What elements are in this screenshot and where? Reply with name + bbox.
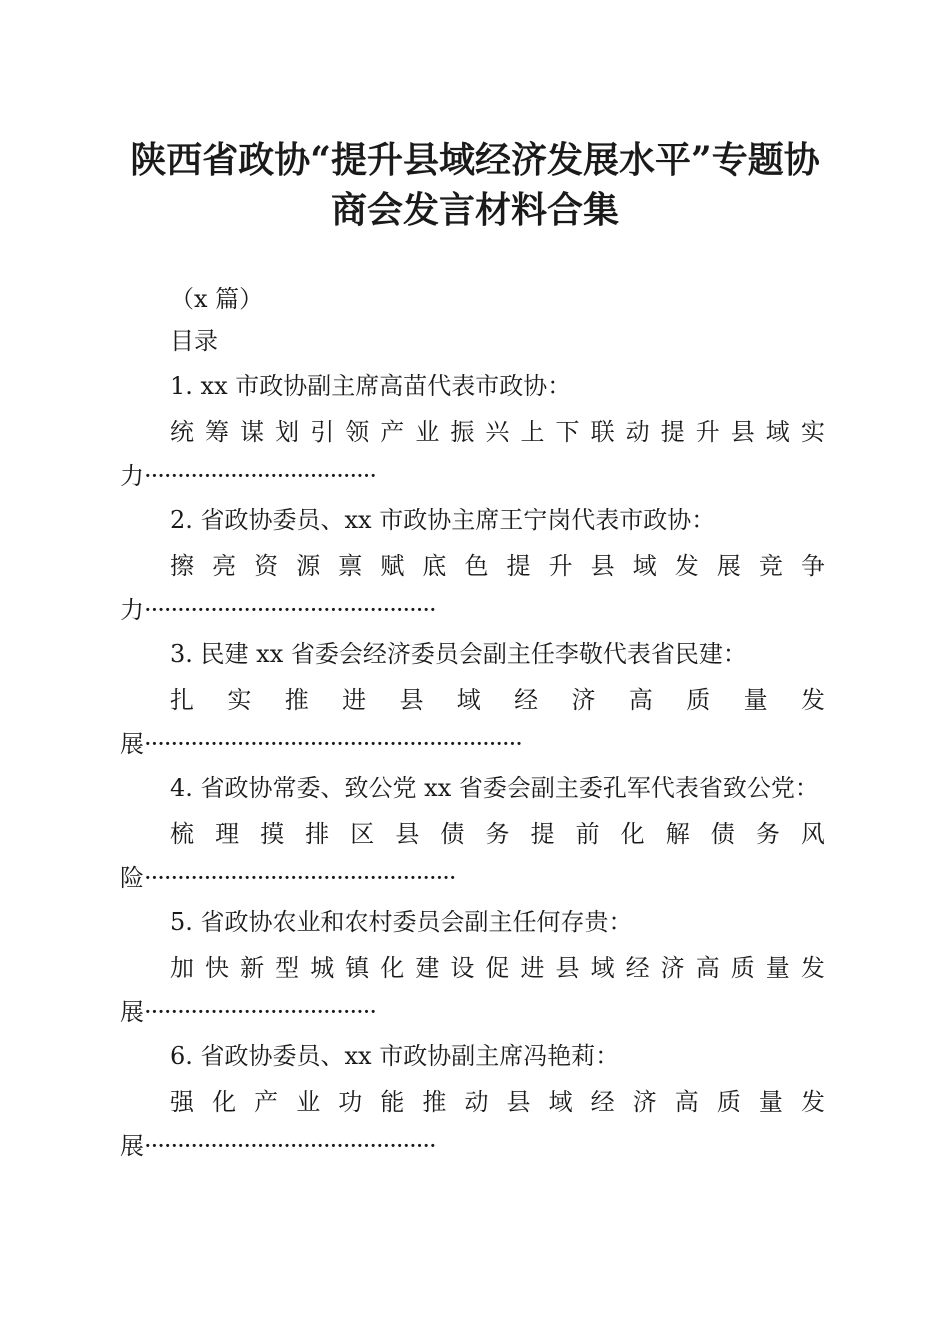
topic-char: 争 xyxy=(800,552,825,580)
topic-char: 质 xyxy=(716,1088,741,1116)
toc-entry-speaker: 1. xx 市政协副主席高苗代表市政协： xyxy=(170,372,572,400)
topic-char: 化 xyxy=(620,820,645,848)
topic-char: 促 xyxy=(485,954,510,982)
topic-char: 上 xyxy=(520,418,545,446)
toc-entry-topic-tail xyxy=(120,996,376,1028)
topic-char: 动 xyxy=(625,418,650,446)
topic-char: 县 xyxy=(395,820,420,848)
toc-entry-topic-line xyxy=(170,818,825,850)
topic-char: 功 xyxy=(338,1088,363,1116)
topic-char: 底 xyxy=(422,552,447,580)
topic-char: 风 xyxy=(800,820,825,848)
topic-char: 化 xyxy=(212,1088,237,1116)
topic-char: 解 xyxy=(665,820,690,848)
topic-char: 领 xyxy=(345,418,370,446)
topic-char: 高 xyxy=(695,954,720,982)
toc-entry-dot-leader: ··································· xyxy=(144,998,377,1026)
topic-char: 引 xyxy=(310,418,335,446)
topic-char: 城 xyxy=(310,954,335,982)
topic-char: 新 xyxy=(240,954,265,982)
topic-char: 务 xyxy=(755,820,780,848)
topic-char: 业 xyxy=(415,418,440,446)
toc-entry-tail-char: 展 xyxy=(120,730,144,758)
topic-char: 域 xyxy=(765,418,790,446)
topic-char: 前 xyxy=(575,820,600,848)
topic-char: 高 xyxy=(674,1088,699,1116)
topic-char: 发 xyxy=(800,1088,825,1116)
topic-char: 谋 xyxy=(240,418,265,446)
topic-char: 源 xyxy=(296,552,321,580)
topic-char: 业 xyxy=(296,1088,321,1116)
toc-entry-speaker: 4. 省政协常委、致公党 xx 省委会副主委孔军代表省致公党： xyxy=(170,774,819,802)
toc-entry-dot-leader: ············································ xyxy=(144,596,436,624)
toc-entry-topic-line xyxy=(170,684,825,716)
topic-char: 提 xyxy=(530,820,555,848)
topic-char: 划 xyxy=(275,418,300,446)
toc-entry-speaker: 3. 民建 xx 省委会经济委员会副主任李敬代表省民建： xyxy=(170,640,747,668)
document-title-line-2: 商会发言材料合集 xyxy=(330,189,619,231)
topic-char: 发 xyxy=(674,552,699,580)
topic-char: 县 xyxy=(399,686,424,714)
topic-char: 动 xyxy=(464,1088,489,1116)
topic-char: 县 xyxy=(555,954,580,982)
topic-char: 能 xyxy=(380,1088,405,1116)
toc-entry-speaker: 5. 省政协农业和农村委员会副主任何存贵： xyxy=(170,908,633,936)
toc-entry-topic-tail xyxy=(120,1130,436,1162)
topic-char: 经 xyxy=(514,686,539,714)
topic-char: 量 xyxy=(758,1088,783,1116)
toc-entry-tail-char: 力 xyxy=(120,462,144,490)
article-count-note: （x 篇） xyxy=(170,285,264,313)
topic-char: 竞 xyxy=(758,552,783,580)
topic-char: 排 xyxy=(305,820,330,848)
topic-char: 务 xyxy=(485,820,510,848)
topic-char: 设 xyxy=(450,954,475,982)
topic-char: 进 xyxy=(520,954,545,982)
toc-entry-tail-char: 展 xyxy=(120,1132,144,1160)
topic-char: 推 xyxy=(422,1088,447,1116)
toc-entry-topic-line xyxy=(170,952,825,984)
topic-char: 实 xyxy=(800,418,825,446)
topic-char: 型 xyxy=(275,954,300,982)
topic-char: 济 xyxy=(660,954,685,982)
topic-char: 发 xyxy=(800,686,825,714)
topic-char: 区 xyxy=(350,820,375,848)
topic-char: 统 xyxy=(170,418,194,446)
topic-char: 展 xyxy=(716,552,741,580)
topic-char: 禀 xyxy=(338,552,363,580)
topic-char: 济 xyxy=(571,686,596,714)
topic-char: 产 xyxy=(254,1088,279,1116)
document-title-line-1: 陕西省政协“提升县域经济发展水平”专题协 xyxy=(130,139,820,181)
toc-entry-dot-leader: ························································· xyxy=(144,730,522,758)
topic-char: 域 xyxy=(590,954,615,982)
topic-char: 域 xyxy=(548,1088,573,1116)
toc-entry-topic-tail xyxy=(120,594,436,626)
toc-entry-tail-char: 展 xyxy=(120,998,144,1026)
toc-entry-topic-tail xyxy=(120,728,522,760)
topic-char: 经 xyxy=(590,1088,615,1116)
topic-char: 高 xyxy=(628,686,653,714)
topic-char: 擦 xyxy=(170,552,194,580)
topic-char: 下 xyxy=(555,418,580,446)
topic-char: 梳 xyxy=(170,820,194,848)
toc-entry-topic-line xyxy=(170,416,825,448)
topic-char: 加 xyxy=(170,954,194,982)
toc-entry-dot-leader: ············································ xyxy=(144,1132,436,1160)
topic-char: 县 xyxy=(506,1088,531,1116)
toc-entry-speaker: 2. 省政协委员、xx 市政协主席王宁岗代表市政协： xyxy=(170,506,716,534)
topic-char: 债 xyxy=(710,820,735,848)
toc-entry-tail-char: 险 xyxy=(120,864,144,892)
topic-char: 筹 xyxy=(205,418,230,446)
topic-char: 升 xyxy=(695,418,720,446)
topic-char: 提 xyxy=(660,418,685,446)
topic-char: 摸 xyxy=(260,820,285,848)
topic-char: 亮 xyxy=(212,552,237,580)
topic-char: 域 xyxy=(456,686,481,714)
topic-char: 理 xyxy=(215,820,240,848)
topic-char: 扎 xyxy=(170,686,194,714)
topic-char: 进 xyxy=(342,686,367,714)
topic-char: 域 xyxy=(632,552,657,580)
topic-char: 济 xyxy=(632,1088,657,1116)
topic-char: 量 xyxy=(743,686,768,714)
toc-entry-topic-tail xyxy=(120,460,376,492)
topic-char: 产 xyxy=(380,418,405,446)
toc-entry-dot-leader: ··································· xyxy=(144,462,377,490)
topic-char: 镇 xyxy=(345,954,370,982)
topic-char: 升 xyxy=(548,552,573,580)
topic-char: 县 xyxy=(590,552,615,580)
toc-entry-topic-line xyxy=(170,1086,825,1118)
topic-char: 联 xyxy=(590,418,615,446)
topic-char: 推 xyxy=(284,686,309,714)
toc-heading: 目录 xyxy=(170,327,218,355)
toc-entry-tail-char: 力 xyxy=(120,596,144,624)
topic-char: 兴 xyxy=(485,418,510,446)
topic-char: 经 xyxy=(625,954,650,982)
topic-char: 资 xyxy=(254,552,279,580)
topic-char: 质 xyxy=(686,686,711,714)
topic-char: 提 xyxy=(506,552,531,580)
toc-entry-dot-leader: ··············································· xyxy=(144,864,456,892)
toc-entry-topic-tail xyxy=(120,862,456,894)
topic-char: 快 xyxy=(205,954,230,982)
topic-char: 色 xyxy=(464,552,489,580)
topic-char: 化 xyxy=(380,954,405,982)
topic-char: 赋 xyxy=(380,552,405,580)
topic-char: 量 xyxy=(765,954,790,982)
topic-char: 质 xyxy=(730,954,755,982)
topic-char: 建 xyxy=(415,954,440,982)
topic-char: 振 xyxy=(450,418,475,446)
topic-char: 县 xyxy=(730,418,755,446)
topic-char: 债 xyxy=(440,820,465,848)
topic-char: 发 xyxy=(800,954,825,982)
toc-entry-speaker: 6. 省政协委员、xx 市政协副主席冯艳莉： xyxy=(170,1042,620,1070)
toc-entry-topic-line xyxy=(170,550,825,582)
topic-char: 实 xyxy=(227,686,252,714)
topic-char: 强 xyxy=(170,1088,194,1116)
